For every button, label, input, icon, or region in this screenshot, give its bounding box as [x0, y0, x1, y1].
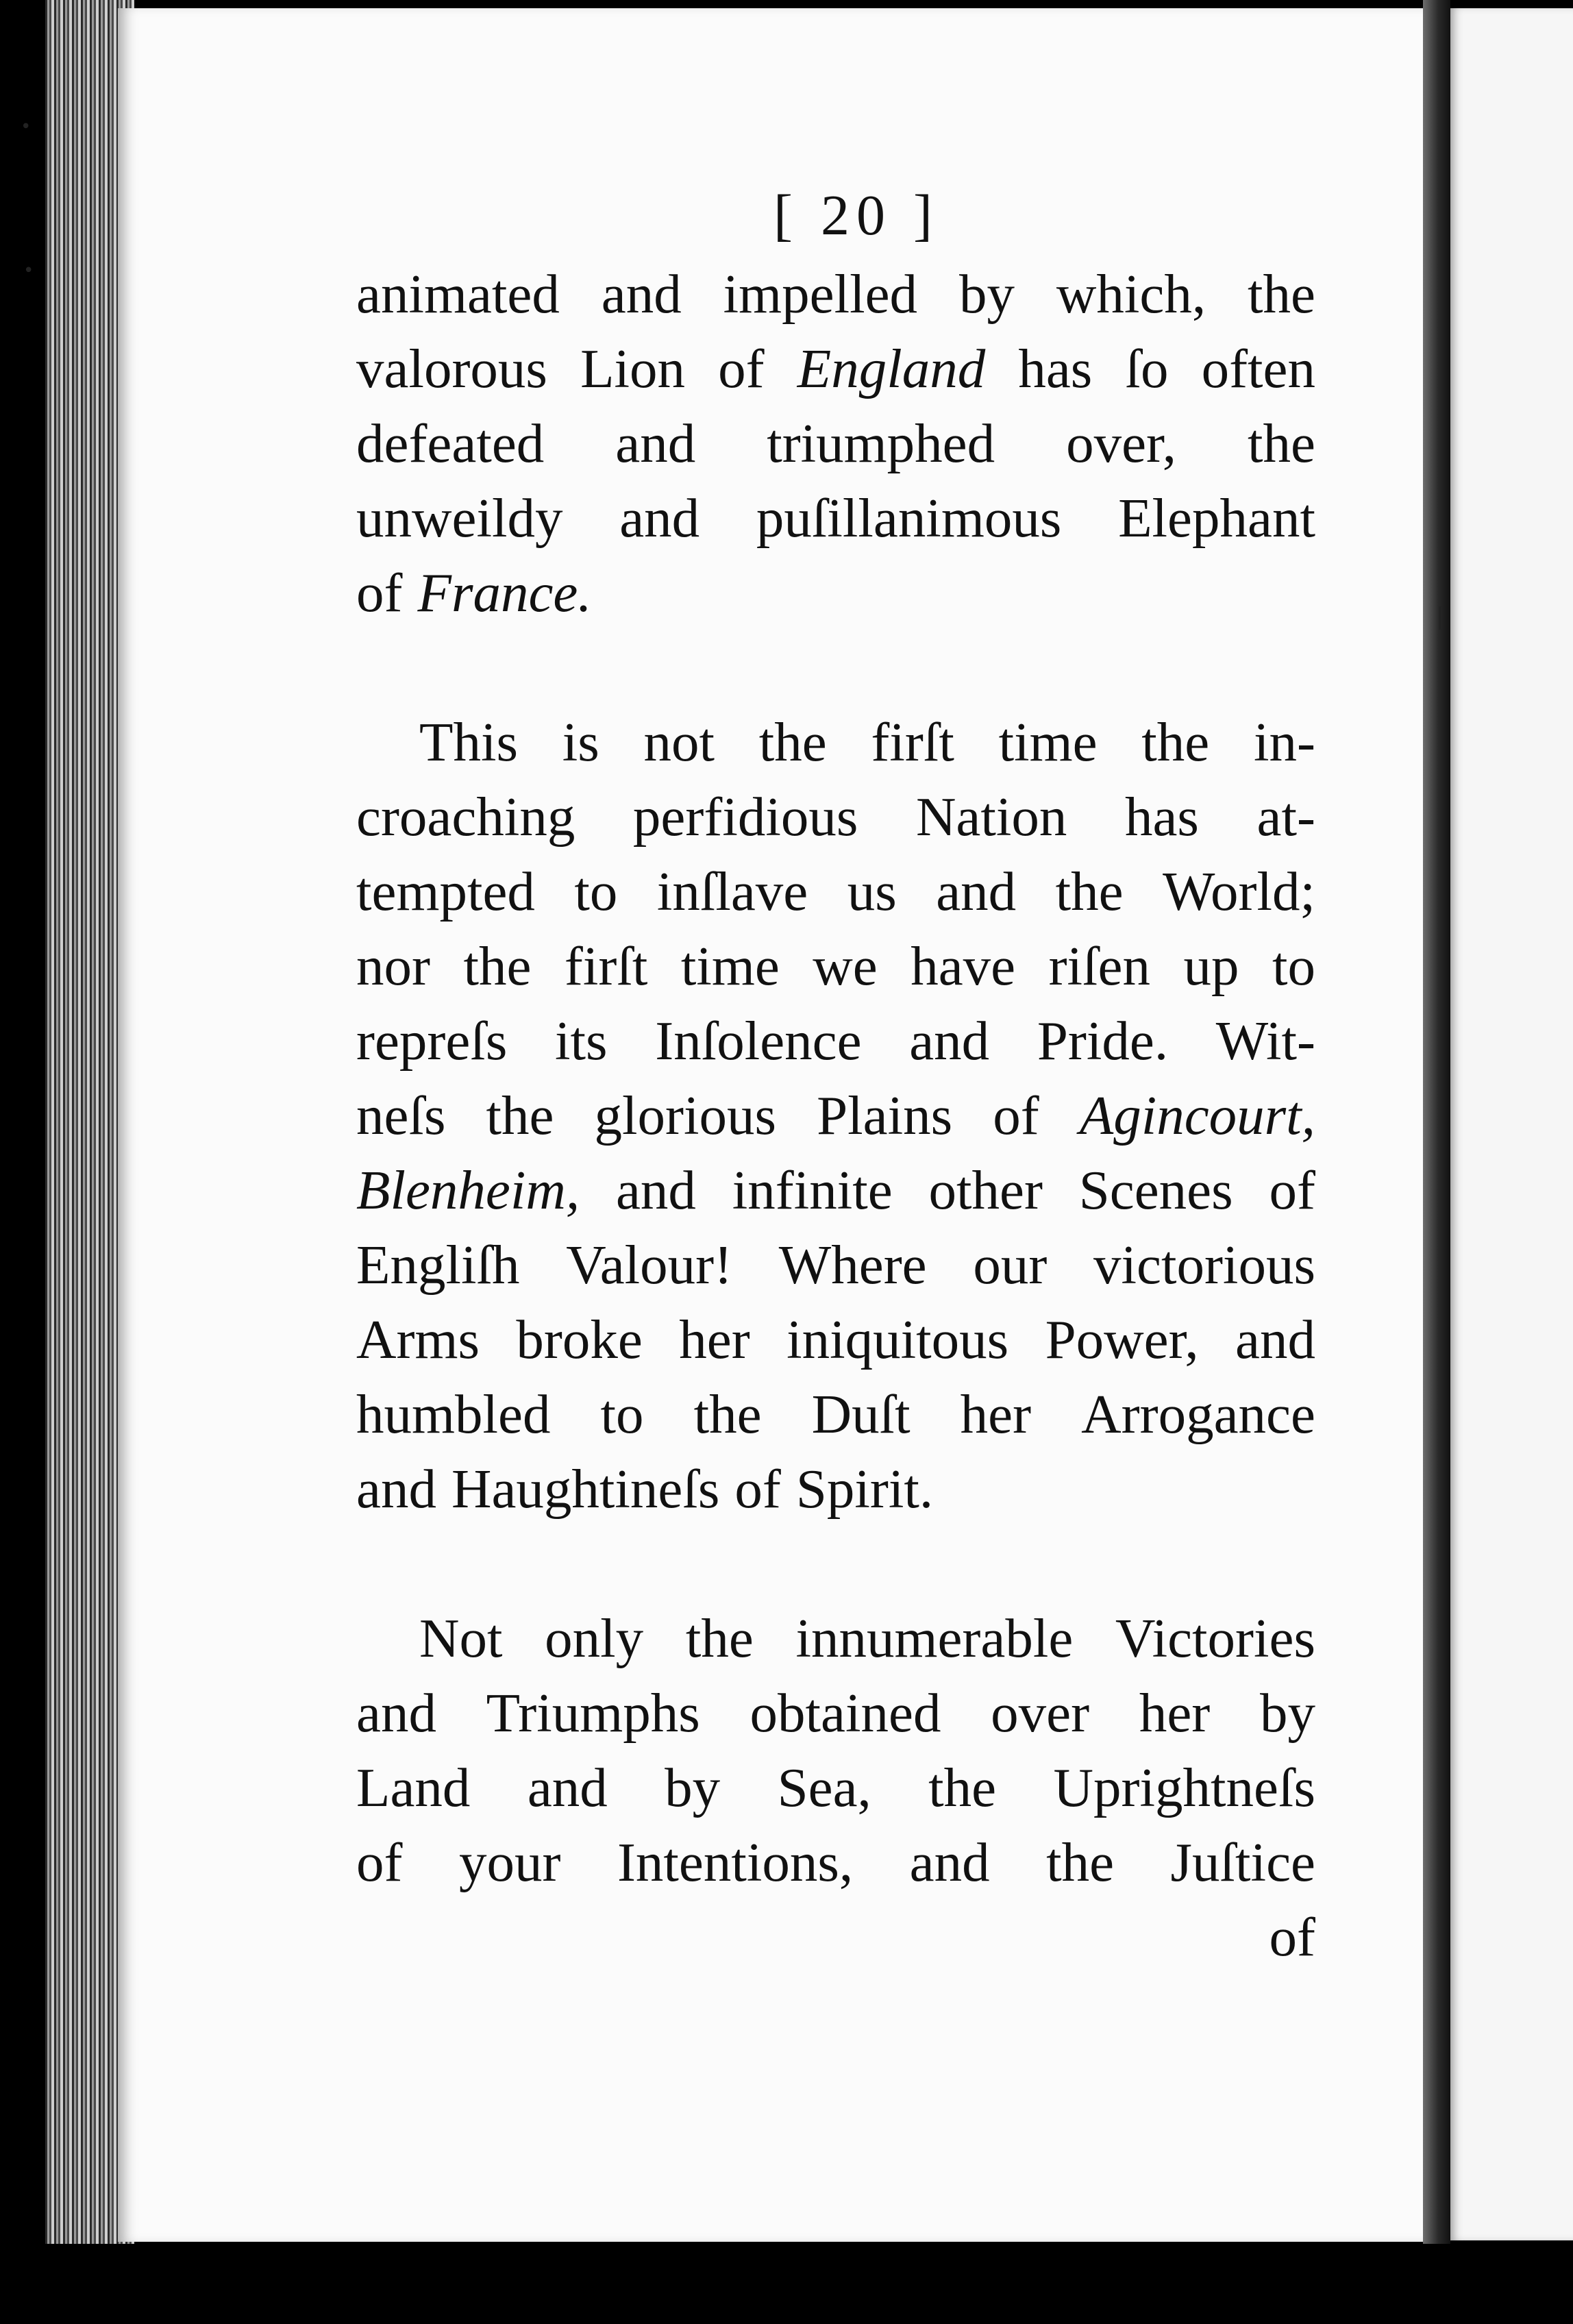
paragraph-2: [356, 705, 1315, 1526]
text-line: humbled to the Duſt her Arrogance: [356, 1383, 1315, 1445]
scan-speck: •: [21, 116, 32, 137]
text-line: croaching perfidious Nation has at-: [356, 786, 1315, 848]
text-line: animated and impelled by which, the: [356, 263, 1315, 325]
scan-speck: •: [23, 260, 34, 281]
text-line: Engliſh Valour! Where our victorious: [356, 1234, 1315, 1296]
text-line: tempted to inſlave us and the World;: [356, 861, 1315, 922]
page-number-header: [ 20 ]: [773, 184, 939, 247]
text-line: valorous Lion of England has ſo often: [356, 338, 1315, 399]
paragraph-1: [356, 257, 1315, 630]
text-line: nor the firſt time we have riſen up to: [356, 935, 1315, 997]
text-line: and Triumphs obtained over her by: [356, 1682, 1315, 1744]
paragraph-gap: [356, 630, 1315, 705]
text-line: Blenheim, and infinite other Scenes of: [356, 1159, 1315, 1221]
catchword-line: [356, 1900, 1315, 1975]
page-text: [356, 175, 1315, 1975]
catchword: of: [1269, 1906, 1315, 1968]
text-line: repreſs its Inſolence and Pride. Wit-: [356, 1010, 1315, 1072]
text-line: unweildy and puſillanimous Elephant: [356, 487, 1315, 549]
text-line: and Haughtineſs of Spirit.: [356, 1458, 934, 1520]
text-line: of France.: [356, 562, 592, 623]
text-line: This is not the firſt time the in-: [419, 711, 1315, 773]
book-spine-shadow: [1423, 0, 1450, 2244]
text-line: Arms broke her iniquitous Power, and: [356, 1309, 1315, 1370]
text-line: Land and by Sea, the Uprightneſs: [356, 1757, 1315, 1818]
scan-speck: |: [1436, 603, 1444, 630]
paragraph-gap: [356, 1526, 1315, 1601]
text-line: Not only the innumerable Victories: [419, 1607, 1315, 1669]
paragraph-3: [356, 1601, 1315, 1900]
text-line: of your Intentions, and the Juſtice: [356, 1831, 1315, 1893]
facing-page-sliver: [1450, 8, 1573, 2240]
text-line: defeated and triumphed over, the: [356, 412, 1315, 474]
text-line: neſs the glorious Plains of Agincourt,: [356, 1085, 1315, 1146]
